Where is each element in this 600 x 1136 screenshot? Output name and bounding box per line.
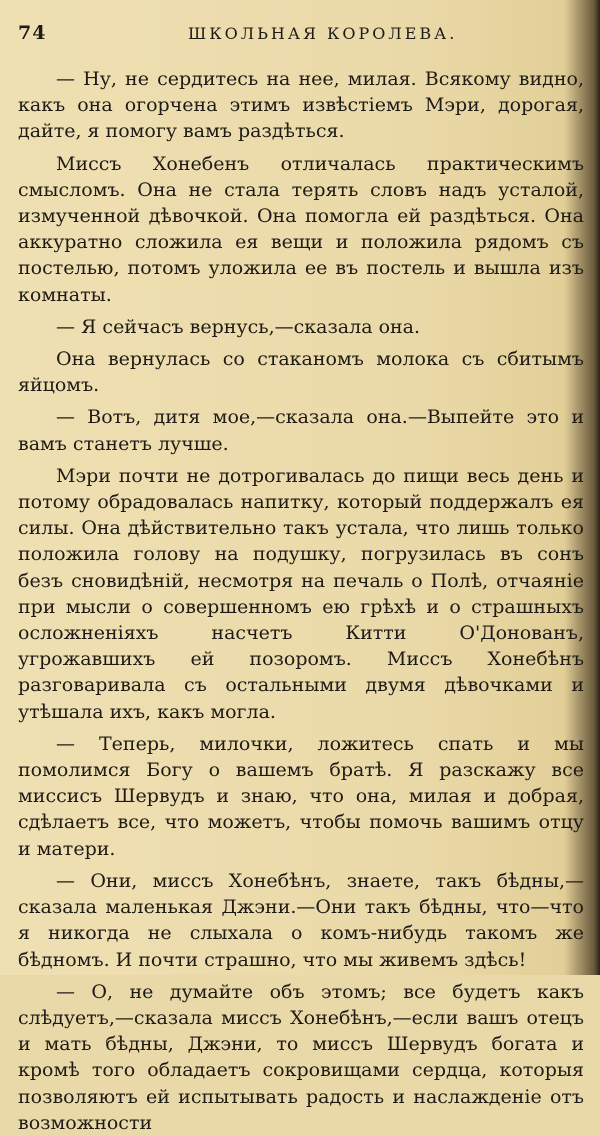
- paragraph: — Они, миссъ Хонебѣнъ, знаете, такъ бѣдны,—сказала маленькая Джэни.—Они такъ бѣдны, что—что я никогда не слыхала о комъ-нибудь такомъ же бѣдномъ. И почти страшно, что мы живемъ здѣсь!: [18, 869, 584, 971]
- paragraph: Мэри почти не дотрогивалась до пищи весь день и потому обрадовалась напитку, который поддержалъ ея силы. Она дѣйствительно такъ устала, что лишь только положила голову на подушку, погрузилась въ сонъ безъ сновидѣній, несмотря на печаль о Полѣ, отчаяніе при мысли о совершенномъ ею грѣхѣ и о страшныхъ осложненіяхъ насчетъ Китти О'Донованъ, угрожавшихъ ей позоромъ. Миссъ Хонебѣнъ разговаривала съ остальными двумя дѣвочками и утѣшала ихъ, какъ могла.: [18, 464, 584, 723]
- page-number: 74: [18, 22, 47, 44]
- paragraph: — Вотъ, дитя мое,—сказала она.—Выпейте это и вамъ станетъ лучше.: [18, 406, 584, 455]
- paragraph: — Я сейчасъ вернусь,—сказала она.: [56, 315, 421, 338]
- paragraph: Миссъ Хонебенъ отличалась практическимъ смысломъ. Она не стала терять словъ надъ усталой, измученной дѣвочкой. Она помогла ей раздѣться. Она аккуратно сложила ея вещи и положила рядомъ съ постелью, потомъ уложила ее въ постель и вышла изъ комнаты.: [18, 152, 584, 306]
- running-title: ШКОЛЬНАЯ КОРОЛЕВА.: [188, 24, 458, 43]
- page-header: [18, 22, 586, 52]
- paragraph: — Теперь, милочки, ложитесь спать и мы помолимся Богу о вашемъ братѣ. Я разскажу все миссисъ Шервудъ и знаю, что она, милая и добрая, сдѣлаетъ все, что можетъ, чтобы помочь вашимъ отцу и матери.: [18, 732, 584, 860]
- body-text: [18, 66, 584, 1136]
- paragraph: Она вернулась со стаканомъ молока съ сбитымъ яйцомъ.: [18, 348, 584, 397]
- paragraph: — О, не думайте объ этомъ; все будетъ какъ слѣдуетъ,—сказала миссъ Хонебѣнъ,—если вашъ отецъ и мать бѣдны, Джэни, то миссъ Шервудъ богата и кромѣ того обладаетъ сокровищами сердца, которыя позволяютъ ей испытывать радость и наслажденіе отъ возможности: [18, 980, 584, 1134]
- paragraph: — Ну, не сердитесь на нее, милая. Всякому видно, какъ она огорчена этимъ извѣстіемъ Мэри, дорогая, дайте, я помогу вамъ раздѣться.: [18, 68, 584, 143]
